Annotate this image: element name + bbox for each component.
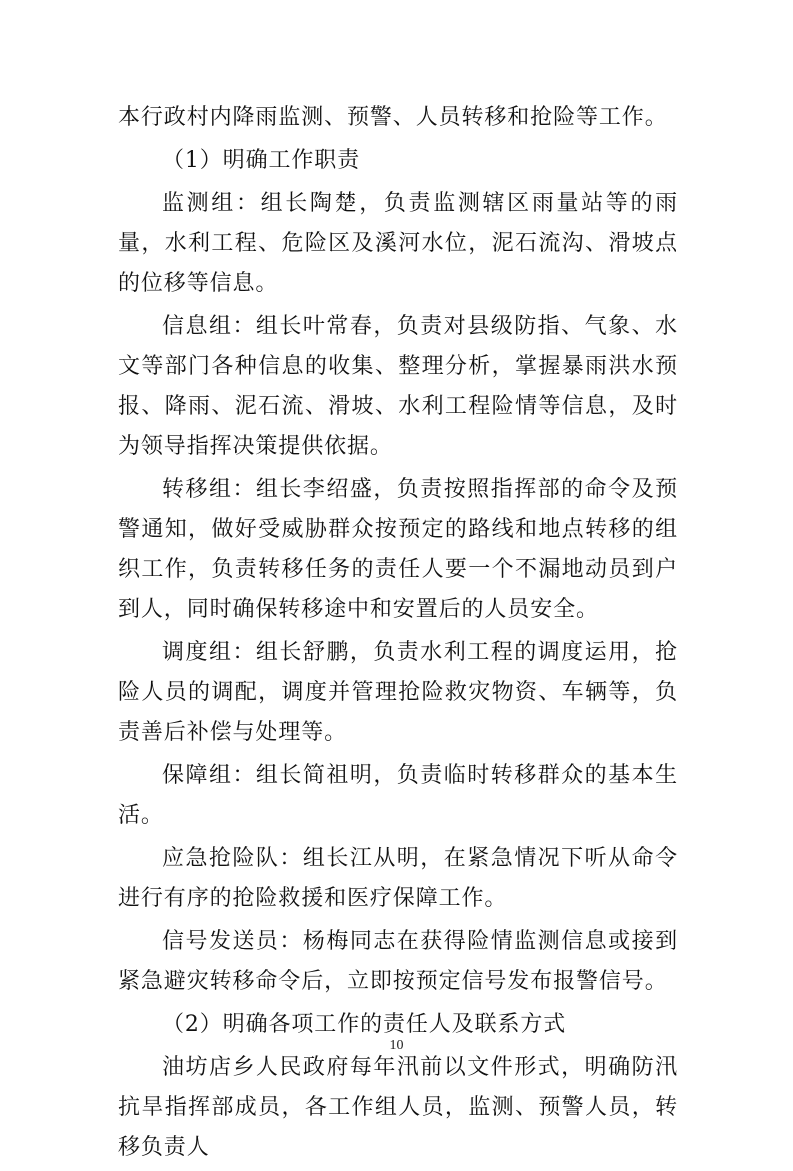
paragraph-township-government: 油坊店乡人民政府每年汛前以文件形式，明确防汛抗旱指挥部成员，各工作组人员，监测、预警人员，转移负责人	[118, 1055, 678, 1160]
paragraph-monitoring-group: 监测组：组长陶楚，负责监测辖区雨量站等的雨量，水利工程、危险区及溪河水位，泥石流沟、滑坡点的位移等信息。	[118, 191, 678, 296]
paragraph-continuation: 本行政村内降雨监测、预警、人员转移和抢险等工作。	[118, 105, 668, 130]
paragraph-transfer-group: 转移组：组长李绍盛，负责按照指挥部的命令及预警通知，做好受威胁群众按预定的路线和地点转移的组织工作，负责转移任务的责任人要一个不漏地动员到户到人，同时确保转移途中和安置后的人员安全。	[118, 477, 678, 622]
section-heading-work-duties: （1）明确工作职责	[162, 148, 361, 173]
paragraph-emergency-team: 应急抢险队：组长江从明，在紧急情况下听从命令进行有序的抢险救援和医疗保障工作。	[118, 846, 678, 911]
paragraph-support-group: 保障组：组长简祖明，负责临时转移群众的基本生活。	[118, 763, 678, 828]
section-heading-responsible-persons: （2）明确各项工作的责任人及联系方式	[162, 1012, 567, 1037]
page-number: 10	[389, 1038, 404, 1053]
paragraph-dispatch-group: 调度组：组长舒鹏，负责水利工程的调度运用，抢险人员的调配，调度并管理抢险救灾物资、车辆等，负责善后补偿与处理等。	[118, 640, 678, 745]
body-text	[118, 98, 678, 1171]
paragraph-information-group: 信息组：组长叶常春，负责对县级防指、气象、水文等部门各种信息的收集、整理分析，掌握暴雨洪水预报、降雨、泥石流、滑坡、水利工程险情等信息，及时为领导指挥决策提供依据。	[118, 314, 678, 459]
paragraph-signal-sender: 信号发送员：杨梅同志在获得险情监测信息或接到紧急避灾转移命令后，立即按预定信号发布报警信号。	[118, 929, 678, 994]
